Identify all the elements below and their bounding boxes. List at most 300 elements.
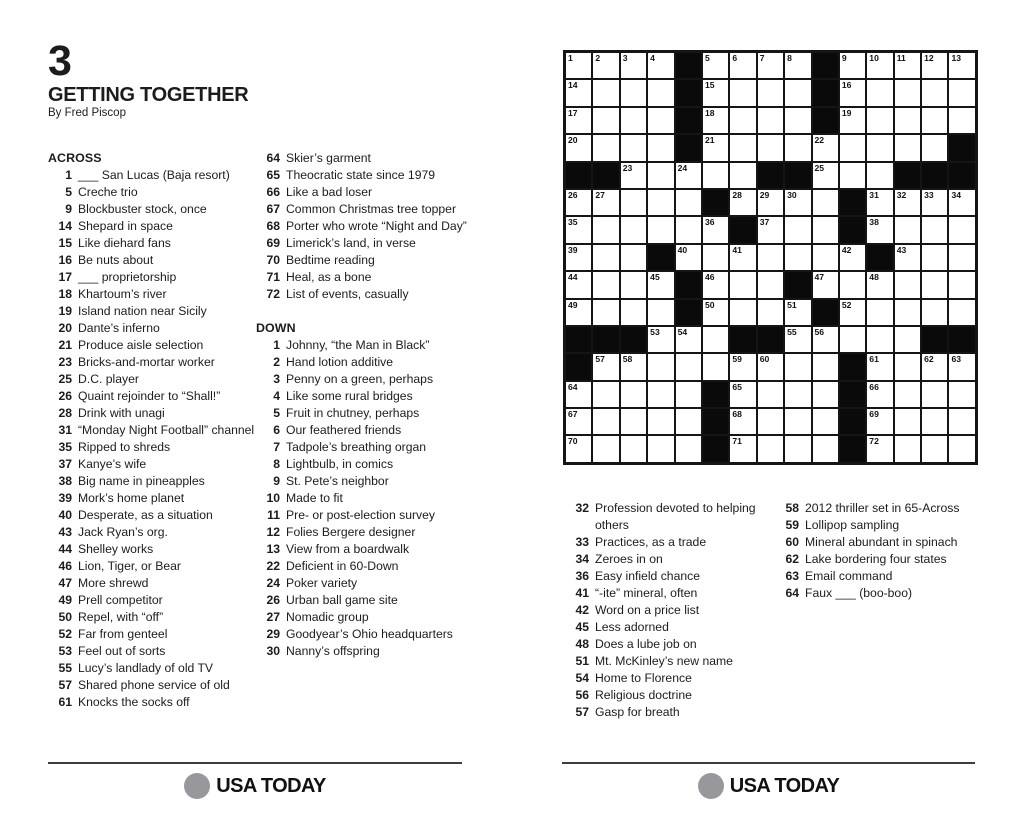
clue-item xyxy=(565,551,781,568)
grid-cell[interactable] xyxy=(675,162,702,189)
grid-cell[interactable] xyxy=(702,299,729,326)
grid-cell[interactable] xyxy=(921,381,948,408)
clue-number: 31 xyxy=(58,423,72,437)
grid-cell[interactable] xyxy=(866,134,893,161)
grid-cell[interactable] xyxy=(729,381,756,408)
grid-cell[interactable] xyxy=(948,353,975,380)
grid-cell[interactable] xyxy=(592,435,619,462)
grid-cell[interactable] xyxy=(784,134,811,161)
grid-cell[interactable] xyxy=(812,189,839,216)
clue-number: 39 xyxy=(58,491,72,505)
grid-cell[interactable] xyxy=(757,216,784,243)
grid-cell-black xyxy=(565,353,592,380)
clue-number: 59 xyxy=(785,518,799,532)
clue-text: Shared phone service of old xyxy=(78,678,230,692)
grid-cell-number: 30 xyxy=(787,189,797,200)
grid-cell[interactable] xyxy=(565,435,592,462)
grid-cell[interactable] xyxy=(702,162,729,189)
grid-cell[interactable] xyxy=(702,216,729,243)
grid-cell[interactable] xyxy=(729,353,756,380)
clue-text: Hand lotion additive xyxy=(286,355,394,369)
grid-cell[interactable] xyxy=(866,381,893,408)
grid-cell[interactable] xyxy=(921,353,948,380)
grid-cell[interactable] xyxy=(647,353,674,380)
grid-cell[interactable] xyxy=(812,353,839,380)
clue-item xyxy=(48,303,260,320)
grid-cell[interactable] xyxy=(812,271,839,298)
grid-cell[interactable] xyxy=(757,107,784,134)
clue-item xyxy=(256,609,468,626)
clue-number: 17 xyxy=(58,270,72,284)
clue-item xyxy=(48,286,260,303)
clue-item xyxy=(256,371,468,388)
grid-cell[interactable] xyxy=(948,408,975,435)
grid-cell[interactable] xyxy=(592,299,619,326)
clue-item xyxy=(256,490,468,507)
clue-text: Be nuts about xyxy=(78,253,154,267)
grid-cell[interactable] xyxy=(866,353,893,380)
clue-item xyxy=(256,354,468,371)
clue-item xyxy=(256,422,468,439)
clue-item xyxy=(775,517,993,534)
grid-cell-number: 60 xyxy=(759,354,770,365)
grid-cell[interactable] xyxy=(812,134,839,161)
grid-cell[interactable] xyxy=(866,107,893,134)
grid-cell[interactable] xyxy=(839,79,866,106)
clue-item xyxy=(256,167,468,184)
grid-cell[interactable] xyxy=(757,435,784,462)
grid-cell[interactable] xyxy=(948,381,975,408)
clue-text: Nomadic group xyxy=(286,610,369,624)
grid-cell[interactable] xyxy=(921,189,948,216)
grid-cell-black xyxy=(565,162,592,189)
clue-item xyxy=(775,500,993,517)
clue-number: 68 xyxy=(266,219,280,233)
clue-text: Bedtime reading xyxy=(286,253,375,267)
grid-cell[interactable] xyxy=(729,107,756,134)
grid-cell[interactable] xyxy=(921,216,948,243)
grid-cell[interactable] xyxy=(757,299,784,326)
clue-text: Common Christmas tree topper xyxy=(286,202,457,216)
grid-cell[interactable] xyxy=(565,189,592,216)
grid-cell[interactable] xyxy=(729,271,756,298)
grid-cell[interactable] xyxy=(948,271,975,298)
grid-cell-number: 24 xyxy=(677,162,688,173)
grid-cell[interactable] xyxy=(866,52,893,79)
clue-item xyxy=(565,670,781,687)
grid-cell[interactable] xyxy=(565,79,592,106)
grid-cell[interactable] xyxy=(729,244,756,271)
grid-cell-black xyxy=(839,408,866,435)
grid-cell[interactable] xyxy=(894,79,921,106)
clue-item xyxy=(256,150,468,167)
grid-cell[interactable] xyxy=(757,52,784,79)
grid-cell[interactable] xyxy=(839,162,866,189)
clue-text: Less adorned xyxy=(595,620,669,634)
grid-cell[interactable] xyxy=(784,353,811,380)
grid-cell[interactable] xyxy=(948,107,975,134)
grid-cell[interactable] xyxy=(675,326,702,353)
grid-cell[interactable] xyxy=(702,353,729,380)
grid-cell[interactable] xyxy=(812,435,839,462)
grid-cell[interactable] xyxy=(565,299,592,326)
grid-cell[interactable] xyxy=(894,271,921,298)
clue-item xyxy=(775,534,993,551)
grid-cell[interactable] xyxy=(866,162,893,189)
clue-text: St. Pete’s neighbor xyxy=(286,474,389,488)
usatoday-wordmark: USA TODAY xyxy=(216,774,326,797)
grid-cell[interactable] xyxy=(948,435,975,462)
grid-cell[interactable] xyxy=(812,381,839,408)
grid-cell[interactable] xyxy=(565,134,592,161)
clue-item xyxy=(48,252,260,269)
clue-item xyxy=(565,653,781,670)
grid-cell[interactable] xyxy=(620,189,647,216)
grid-cell[interactable] xyxy=(784,408,811,435)
grid-cell-black xyxy=(812,52,839,79)
grid-cell[interactable] xyxy=(729,79,756,106)
clue-text: Deficient in 60-Down xyxy=(286,559,399,573)
grid-cell[interactable] xyxy=(839,299,866,326)
grid-cell-number: 63 xyxy=(951,354,962,365)
grid-cell[interactable] xyxy=(812,162,839,189)
grid-cell[interactable] xyxy=(894,216,921,243)
clue-item xyxy=(48,609,260,626)
grid-cell-number: 69 xyxy=(869,409,879,420)
grid-cell-number: 11 xyxy=(896,53,906,63)
grid-cell[interactable] xyxy=(866,79,893,106)
clue-item xyxy=(48,660,260,677)
grid-cell[interactable] xyxy=(921,435,948,462)
grid-cell-number: 52 xyxy=(841,299,852,310)
grid-cell[interactable] xyxy=(620,79,647,106)
grid-cell[interactable] xyxy=(729,162,756,189)
clue-item xyxy=(256,456,468,473)
grid-cell[interactable] xyxy=(757,353,784,380)
grid-cell[interactable] xyxy=(702,134,729,161)
grid-cell-number: 61 xyxy=(869,354,879,365)
grid-cell[interactable] xyxy=(647,189,674,216)
grid-cell[interactable] xyxy=(839,271,866,298)
grid-cell-black xyxy=(675,299,702,326)
grid-cell[interactable] xyxy=(757,244,784,271)
grid-cell-black xyxy=(647,244,674,271)
grid-cell[interactable] xyxy=(675,381,702,408)
grid-cell[interactable] xyxy=(921,107,948,134)
grid-cell[interactable] xyxy=(565,216,592,243)
grid-cell-number: 42 xyxy=(841,244,852,255)
grid-cell[interactable] xyxy=(647,381,674,408)
grid-cell[interactable] xyxy=(647,162,674,189)
across-clues-column xyxy=(48,150,260,711)
grid-cell[interactable] xyxy=(565,381,592,408)
clue-number: 57 xyxy=(575,705,589,719)
clue-text: Prell competitor xyxy=(78,593,163,607)
grid-cell[interactable] xyxy=(675,244,702,271)
grid-cell[interactable] xyxy=(784,381,811,408)
clue-number: 70 xyxy=(266,253,280,267)
clue-text: Tadpole’s breathing organ xyxy=(286,440,427,454)
grid-cell[interactable] xyxy=(866,189,893,216)
grid-cell[interactable] xyxy=(812,216,839,243)
grid-cell-black xyxy=(812,107,839,134)
grid-cell[interactable] xyxy=(948,299,975,326)
grid-cell[interactable] xyxy=(647,435,674,462)
clue-number: 71 xyxy=(266,270,280,284)
clue-item xyxy=(256,218,468,235)
grid-cell[interactable] xyxy=(921,244,948,271)
grid-cell[interactable] xyxy=(812,244,839,271)
grid-cell[interactable] xyxy=(729,408,756,435)
grid-cell-number: 6 xyxy=(732,53,738,63)
grid-cell[interactable] xyxy=(812,408,839,435)
grid-cell[interactable] xyxy=(894,408,921,435)
grid-cell[interactable] xyxy=(921,134,948,161)
down-clue-list xyxy=(256,337,468,660)
clue-number: 51 xyxy=(575,654,589,668)
grid-cell[interactable] xyxy=(592,244,619,271)
clue-number: 19 xyxy=(58,304,72,318)
grid-cell[interactable] xyxy=(702,107,729,134)
grid-cell-number: 38 xyxy=(869,217,879,228)
grid-cell[interactable] xyxy=(948,52,975,79)
grid-cell[interactable] xyxy=(592,189,619,216)
left-page-second-column xyxy=(256,150,468,660)
clue-item xyxy=(48,337,260,354)
grid-cell[interactable] xyxy=(894,52,921,79)
grid-cell-number: 41 xyxy=(732,244,742,255)
grid-cell-black xyxy=(894,162,921,189)
clue-text: Johnny, “the Man in Black” xyxy=(286,338,430,352)
grid-cell[interactable] xyxy=(702,52,729,79)
grid-cell[interactable] xyxy=(592,52,619,79)
left-page-footer xyxy=(48,762,462,799)
clue-item xyxy=(48,269,260,286)
grid-cell[interactable] xyxy=(784,189,811,216)
grid-cell[interactable] xyxy=(784,107,811,134)
clue-text: Skier’s garment xyxy=(286,151,371,165)
clue-text: Porter who wrote “Night and Day” xyxy=(286,219,467,233)
grid-cell[interactable] xyxy=(620,381,647,408)
grid-cell-number: 54 xyxy=(677,326,688,337)
clue-number: 22 xyxy=(266,559,280,573)
clue-number: 47 xyxy=(58,576,72,590)
grid-cell[interactable] xyxy=(592,79,619,106)
grid-cell[interactable] xyxy=(702,326,729,353)
grid-cell[interactable] xyxy=(592,107,619,134)
grid-cell[interactable] xyxy=(921,52,948,79)
grid-cell[interactable] xyxy=(921,408,948,435)
grid-cell[interactable] xyxy=(620,435,647,462)
grid-cell[interactable] xyxy=(839,107,866,134)
grid-cell[interactable] xyxy=(729,435,756,462)
grid-cell[interactable] xyxy=(565,408,592,435)
grid-cell[interactable] xyxy=(894,381,921,408)
grid-cell[interactable] xyxy=(647,299,674,326)
grid-cell[interactable] xyxy=(620,408,647,435)
grid-cell[interactable] xyxy=(894,134,921,161)
grid-cell-black xyxy=(839,353,866,380)
clue-number: 46 xyxy=(58,559,72,573)
grid-cell[interactable] xyxy=(784,52,811,79)
grid-cell[interactable] xyxy=(729,189,756,216)
grid-cell[interactable] xyxy=(757,134,784,161)
grid-cell[interactable] xyxy=(620,134,647,161)
grid-cell[interactable] xyxy=(675,216,702,243)
grid-cell[interactable] xyxy=(620,162,647,189)
clue-number: 21 xyxy=(58,338,72,352)
grid-cell[interactable] xyxy=(620,299,647,326)
grid-cell[interactable] xyxy=(866,408,893,435)
grid-cell-number: 66 xyxy=(869,381,879,392)
clue-number: 26 xyxy=(266,593,280,607)
clue-number: 63 xyxy=(785,569,799,583)
grid-cell[interactable] xyxy=(839,326,866,353)
clue-number: 9 xyxy=(273,474,280,488)
grid-cell[interactable] xyxy=(647,79,674,106)
grid-cell-number: 28 xyxy=(732,189,742,200)
grid-cell[interactable] xyxy=(839,244,866,271)
grid-cell[interactable] xyxy=(757,79,784,106)
usatoday-logo xyxy=(48,773,462,799)
clue-number: 15 xyxy=(58,236,72,250)
grid-cell[interactable] xyxy=(592,381,619,408)
clue-number: 1 xyxy=(65,168,72,182)
clue-text: Jack Ryan’s org. xyxy=(78,525,168,539)
clue-text: 2012 thriller set in 65-Across xyxy=(805,501,960,515)
grid-cell-number: 57 xyxy=(595,354,605,365)
grid-cell[interactable] xyxy=(894,244,921,271)
grid-cell[interactable] xyxy=(866,216,893,243)
grid-cell[interactable] xyxy=(620,244,647,271)
grid-cell[interactable] xyxy=(784,435,811,462)
clue-text: Does a lube job on xyxy=(595,637,697,651)
grid-cell[interactable] xyxy=(675,408,702,435)
clue-item xyxy=(256,201,468,218)
clue-item xyxy=(48,320,260,337)
grid-cell[interactable] xyxy=(839,52,866,79)
grid-cell[interactable] xyxy=(757,408,784,435)
clue-number: 69 xyxy=(266,236,280,250)
grid-cell[interactable] xyxy=(620,107,647,134)
clue-item xyxy=(48,184,260,201)
grid-cell[interactable] xyxy=(592,353,619,380)
grid-cell-black xyxy=(784,162,811,189)
clue-item xyxy=(48,201,260,218)
grid-cell[interactable] xyxy=(757,271,784,298)
grid-cell[interactable] xyxy=(757,381,784,408)
clue-number: 34 xyxy=(575,552,589,566)
clue-number: 7 xyxy=(273,440,280,454)
grid-cell[interactable] xyxy=(784,244,811,271)
clue-item xyxy=(256,507,468,524)
grid-cell[interactable] xyxy=(729,52,756,79)
grid-cell[interactable] xyxy=(784,216,811,243)
grid-cell[interactable] xyxy=(675,189,702,216)
grid-cell[interactable] xyxy=(812,326,839,353)
grid-cell-number: 25 xyxy=(814,162,825,173)
grid-cell[interactable] xyxy=(948,189,975,216)
grid-cell[interactable] xyxy=(784,79,811,106)
grid-cell[interactable] xyxy=(565,271,592,298)
grid-cell[interactable] xyxy=(894,107,921,134)
grid-cell[interactable] xyxy=(894,353,921,380)
grid-cell[interactable] xyxy=(894,299,921,326)
grid-cell[interactable] xyxy=(702,271,729,298)
grid-cell[interactable] xyxy=(757,189,784,216)
grid-cell[interactable] xyxy=(729,299,756,326)
grid-cell-number: 9 xyxy=(841,53,847,63)
grid-cell[interactable] xyxy=(894,435,921,462)
grid-cell[interactable] xyxy=(866,326,893,353)
grid-cell[interactable] xyxy=(647,107,674,134)
clue-number: 20 xyxy=(58,321,72,335)
clue-number: 43 xyxy=(58,525,72,539)
grid-cell[interactable] xyxy=(921,271,948,298)
clue-text: Made to fit xyxy=(286,491,343,505)
grid-cell[interactable] xyxy=(675,353,702,380)
grid-cell[interactable] xyxy=(620,271,647,298)
clue-text: Limerick’s land, in verse xyxy=(286,236,416,250)
grid-cell[interactable] xyxy=(702,79,729,106)
grid-cell[interactable] xyxy=(866,435,893,462)
clue-number: 55 xyxy=(58,661,72,675)
clue-text: Shelley works xyxy=(78,542,154,556)
grid-cell[interactable] xyxy=(620,52,647,79)
grid-cell[interactable] xyxy=(866,299,893,326)
grid-cell[interactable] xyxy=(702,244,729,271)
grid-cell-black xyxy=(948,326,975,353)
grid-cell[interactable] xyxy=(592,271,619,298)
clue-text: Poker variety xyxy=(286,576,358,590)
grid-cell-black xyxy=(784,271,811,298)
grid-cell[interactable] xyxy=(839,134,866,161)
grid-cell-number: 23 xyxy=(622,162,633,173)
grid-cell[interactable] xyxy=(921,299,948,326)
grid-cell[interactable] xyxy=(921,79,948,106)
clue-item xyxy=(256,286,468,303)
grid-cell[interactable] xyxy=(894,326,921,353)
grid-cell[interactable] xyxy=(948,244,975,271)
clue-item xyxy=(565,568,781,585)
grid-cell[interactable] xyxy=(647,52,674,79)
grid-cell[interactable] xyxy=(784,299,811,326)
grid-cell[interactable] xyxy=(784,326,811,353)
grid-cell[interactable] xyxy=(565,107,592,134)
grid-cell[interactable] xyxy=(592,216,619,243)
grid-cell[interactable] xyxy=(565,244,592,271)
grid-cell-number: 43 xyxy=(896,244,907,255)
grid-cell[interactable] xyxy=(729,134,756,161)
grid-cell[interactable] xyxy=(647,216,674,243)
grid-cell[interactable] xyxy=(675,435,702,462)
grid-cell[interactable] xyxy=(620,353,647,380)
grid-cell[interactable] xyxy=(565,52,592,79)
grid-cell[interactable] xyxy=(647,326,674,353)
grid-cell[interactable] xyxy=(647,408,674,435)
grid-cell[interactable] xyxy=(647,271,674,298)
clue-number: 48 xyxy=(575,637,589,651)
grid-cell[interactable] xyxy=(620,216,647,243)
grid-cell[interactable] xyxy=(948,79,975,106)
grid-cell[interactable] xyxy=(866,271,893,298)
grid-cell[interactable] xyxy=(647,134,674,161)
grid-cell[interactable] xyxy=(948,216,975,243)
grid-cell[interactable] xyxy=(592,408,619,435)
grid-cell[interactable] xyxy=(894,189,921,216)
grid-cell[interactable] xyxy=(592,134,619,161)
clue-item xyxy=(256,439,468,456)
